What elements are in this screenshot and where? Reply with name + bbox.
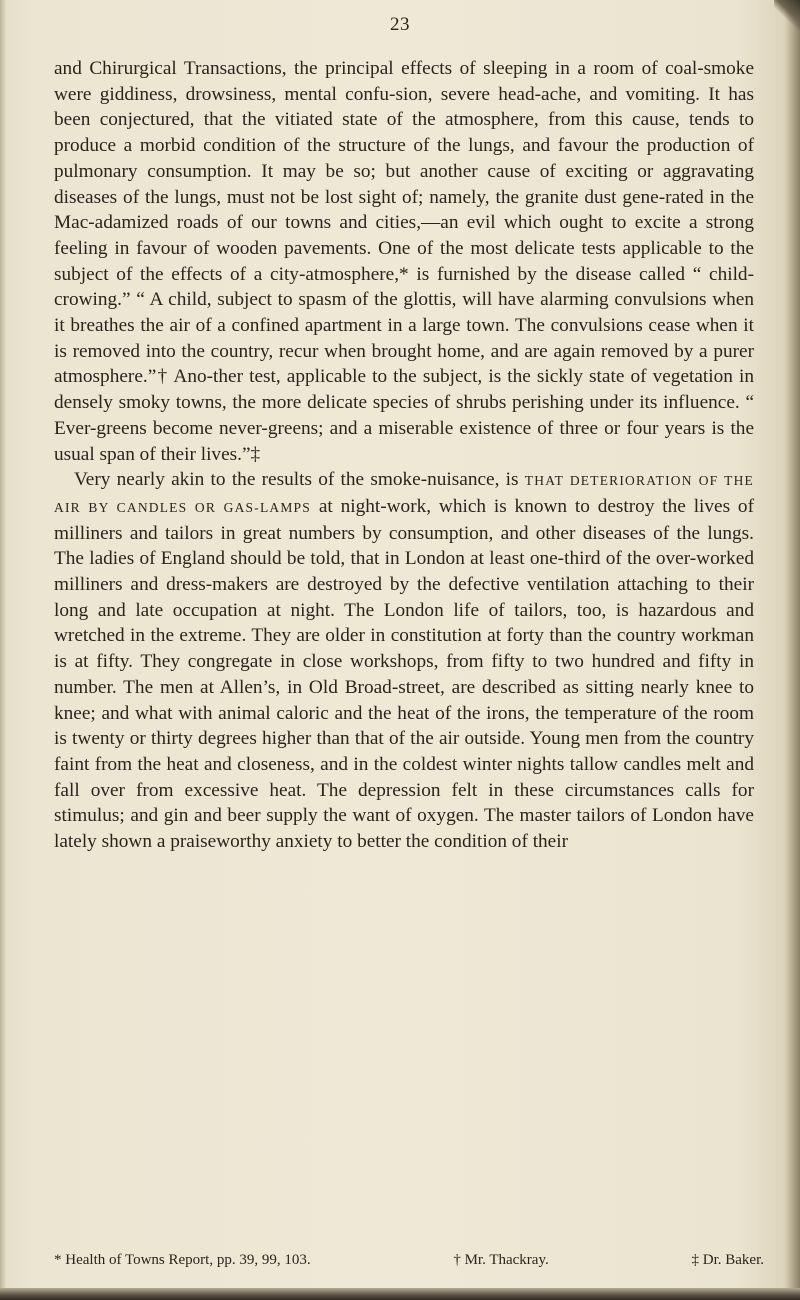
paragraph-1: and Chirurgical Transactions, the principal effects of sleeping in a room of coal-smoke were giddiness, drowsiness, mental confu-sion, severe head-ache, and vomiting. It has been conjectured, that the vitiated state of the atmosphere, from this cause, tends to produce a morbid condition of the structure of the lungs, and favour the production of pulmonary consumption. It may be so; but another cause of exciting or aggravating diseases of the lungs, must not be lost sight of; namely, the granite dust gene-rated in the Mac-adamized roads of our towns and cities,—an evil which ought to excite a strong feeling in favour of wooden pavements. One of the most delicate tests applicable to the subject of the effects of a city-atmosphere,* is furnished by the disease called “ child-crowing.” “ A child, subject to spasm of the glottis, will have alarming convulsions when it breathes the air of a confined apartment in a large town. The convulsions cease when it is removed into the country, recur when brought home, and are again removed by a purer atmosphere.”† Ano-ther test, applicable to the subject, is the sickly state of vegetation in densely smoky towns, the more delicate species of shrubs perishing under its influence. “ Ever-greens become never-greens; and a miserable existence of three or four years is the usual span of their lives.”‡ bbox=[54, 58, 754, 465]
footnote-baker: ‡ Dr. Baker. bbox=[691, 1252, 764, 1268]
paragraph-2-smallcaps-heading: THAT DETERIORATION OF THE AIR BY CANDLES OR GAS-LAMPS bbox=[54, 473, 754, 515]
page-number: 23 bbox=[390, 14, 410, 35]
footnote-thackray: † Mr. Thackray. bbox=[453, 1252, 549, 1268]
footnote-health-of-towns: * Health of Towns Report, pp. 39, 99, 103. bbox=[54, 1252, 311, 1268]
paragraph-2-rest: at night-work, which is known to destroy the lives of milliners and tailors in great numbers by consumption, and other diseases of the lungs. The ladies of England should be told, that in London at least one-third of the over-worked milliners and dress-makers are destroyed by the defective ventilation attaching to their long and late occupation at night. The London life of tailors, too, is hazardous and wretched in the extreme. They are older in constitution at forty than the country workman is at fifty. They congregate in close workshops, from fifty to two hundred and fifty in number. The men at Allen’s, in Old Broad-street, are described as sitting nearly knee to knee; and what with animal caloric and the heat of the irons, the temperature of the room is twenty or thirty degrees higher than that of the air outside. Young men from the country faint from the heat and closeness, and in the coldest winter nights tallow candles melt and fall over from excessive heat. The depression felt in these circumstances calls for stimulus; and gin and beer supply the want of oxygen. The master tailors of London have lately shown a praiseworthy anxiety to better the condition of their bbox=[54, 495, 754, 853]
body-text bbox=[54, 56, 754, 855]
paragraph-2 bbox=[54, 467, 754, 855]
paragraph-2-start: Very nearly akin to the results of the smoke-nuisance, is bbox=[74, 469, 519, 491]
page-bottom-edge bbox=[0, 1288, 800, 1300]
page-left-edge bbox=[0, 0, 6, 1300]
page-right-edge-shadow bbox=[784, 0, 800, 1300]
footnotes bbox=[54, 1252, 764, 1269]
